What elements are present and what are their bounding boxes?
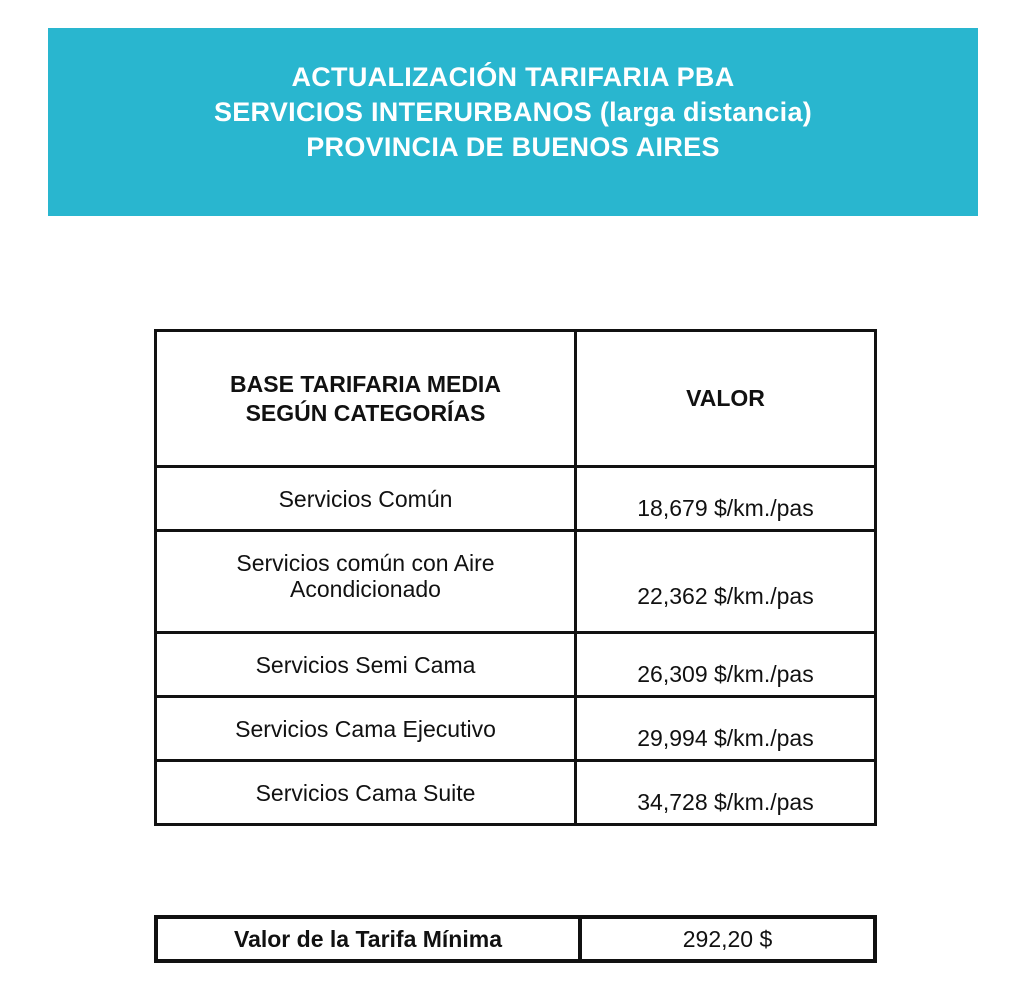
table-row xyxy=(156,531,876,633)
category-cell: Servicios Cama Suite xyxy=(156,761,576,825)
title-line-3: PROVINCIA DE BUENOS AIRES xyxy=(306,132,720,162)
category-header-line-2: SEGÚN CATEGORÍAS xyxy=(245,399,486,426)
table-row xyxy=(156,697,876,761)
title-line-2: SERVICIOS INTERURBANOS (larga distancia) xyxy=(213,97,813,127)
value-cell: 29,994 $/km./pas xyxy=(576,697,876,761)
table-row xyxy=(156,761,876,825)
category-cell: Servicios Cama Ejecutivo xyxy=(156,697,576,761)
table-row xyxy=(156,467,876,531)
minimum-fare-value: 292,20 $ xyxy=(580,917,875,961)
minimum-fare-table xyxy=(154,915,877,963)
value-column-header: VALOR xyxy=(576,331,876,467)
title-line-1: ACTUALIZACIÓN TARIFARIA PBA xyxy=(291,62,735,92)
value-cell: 22,362 $/km./pas xyxy=(576,531,876,633)
category-line-1: Servicios común con Aire xyxy=(236,550,495,576)
category-header-line-1: BASE TARIFARIA MEDIA xyxy=(230,370,501,397)
category-cell: Servicios Semi Cama xyxy=(156,633,576,697)
category-cell: Servicios Común xyxy=(156,467,576,531)
table-header-row xyxy=(156,331,876,467)
table-row xyxy=(156,633,876,697)
value-cell: 18,679 $/km./pas xyxy=(576,467,876,531)
minimum-fare-row xyxy=(156,917,875,961)
value-cell: 34,728 $/km./pas xyxy=(576,761,876,825)
minimum-fare-label: Valor de la Tarifa Mínima xyxy=(156,917,580,961)
tariff-table xyxy=(154,329,877,826)
category-cell xyxy=(156,531,576,633)
value-cell: 26,309 $/km./pas xyxy=(576,633,876,697)
category-column-header xyxy=(156,331,576,467)
title-banner xyxy=(48,28,978,216)
category-line-2: Acondicionado xyxy=(290,576,441,602)
